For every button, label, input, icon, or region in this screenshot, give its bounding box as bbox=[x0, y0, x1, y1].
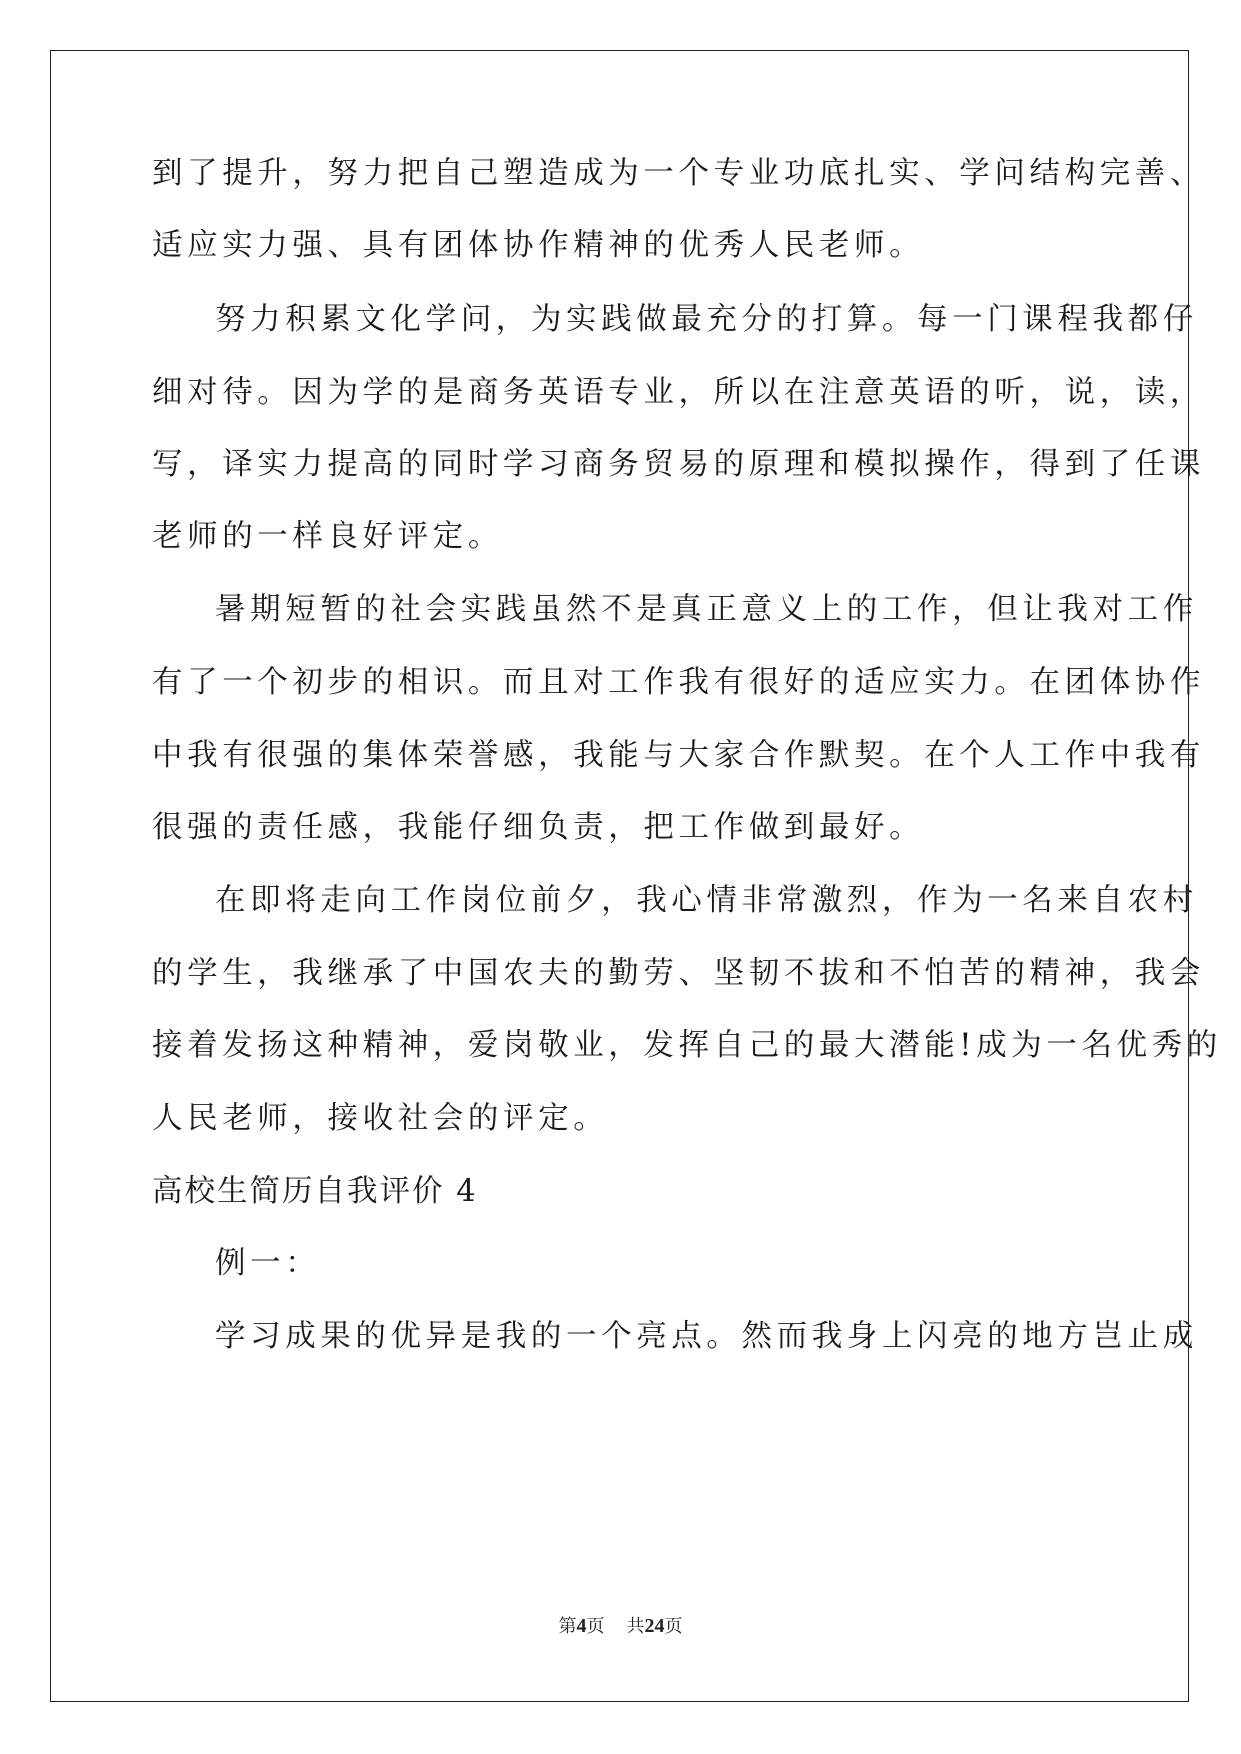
body-text-line: 有了一个初步的相识。而且对工作我有很好的适应实力。在团体协作 bbox=[152, 665, 1205, 700]
body-text-line: 细对待。因为学的是商务英语专业，所以在注意英语的听，说，读， bbox=[152, 375, 1205, 410]
current-page-number: 4 bbox=[576, 1615, 587, 1637]
body-text-line: 很强的责任感，我能仔细负责，把工作做到最好。 bbox=[152, 810, 925, 845]
body-text-line: 中我有很强的集体荣誉感，我能与大家合作默契。在个人工作中我有 bbox=[152, 738, 1205, 773]
paragraph-first-line: 学习成果的优异是我的一个亮点。然而我身上闪亮的地方岂止成 bbox=[215, 1319, 1198, 1354]
total-pages-number: 24 bbox=[644, 1615, 665, 1637]
paragraph-first-line: 在即将走向工作岗位前夕，我心情非常激烈，作为一名来自农村 bbox=[215, 883, 1198, 918]
footer-total-suffix: 页 bbox=[664, 1616, 683, 1637]
page-footer bbox=[0, 1612, 1241, 1638]
body-text-line: 写，译实力提高的同时学习商务贸易的原理和模拟操作，得到了任课 bbox=[152, 447, 1205, 482]
body-text-line: 老师的一样良好评定。 bbox=[152, 519, 503, 554]
body-text-line: 接着发扬这种精神，爱岗敬业，发挥自己的最大潜能!成为一名优秀的 bbox=[152, 1028, 1222, 1063]
body-text-line: 的学生，我继承了中国农夫的勤劳、坚韧不拔和不怕苦的精神，我会 bbox=[152, 956, 1205, 991]
body-text-line: 人民老师，接收社会的评定。 bbox=[152, 1101, 609, 1136]
example-label: 例一： bbox=[215, 1246, 321, 1281]
body-text-line: 到了提升，努力把自己塑造成为一个专业功底扎实、学问结构完善、 bbox=[152, 156, 1205, 191]
section-heading: 高校生简历自我评价 4 bbox=[152, 1174, 478, 1209]
footer-page-suffix: 页 bbox=[586, 1616, 605, 1637]
paragraph-first-line: 暑期短暂的社会实践虽然不是真正意义上的工作，但让我对工作 bbox=[215, 592, 1198, 627]
body-text-line: 适应实力强、具有团体协作精神的优秀人民老师。 bbox=[152, 228, 925, 263]
footer-prefix: 第 bbox=[558, 1616, 577, 1637]
paragraph-first-line: 努力积累文化学问，为实践做最充分的打算。每一门课程我都仔 bbox=[215, 302, 1198, 337]
page-border bbox=[50, 50, 1189, 1702]
footer-total-prefix: 共 bbox=[626, 1616, 645, 1637]
